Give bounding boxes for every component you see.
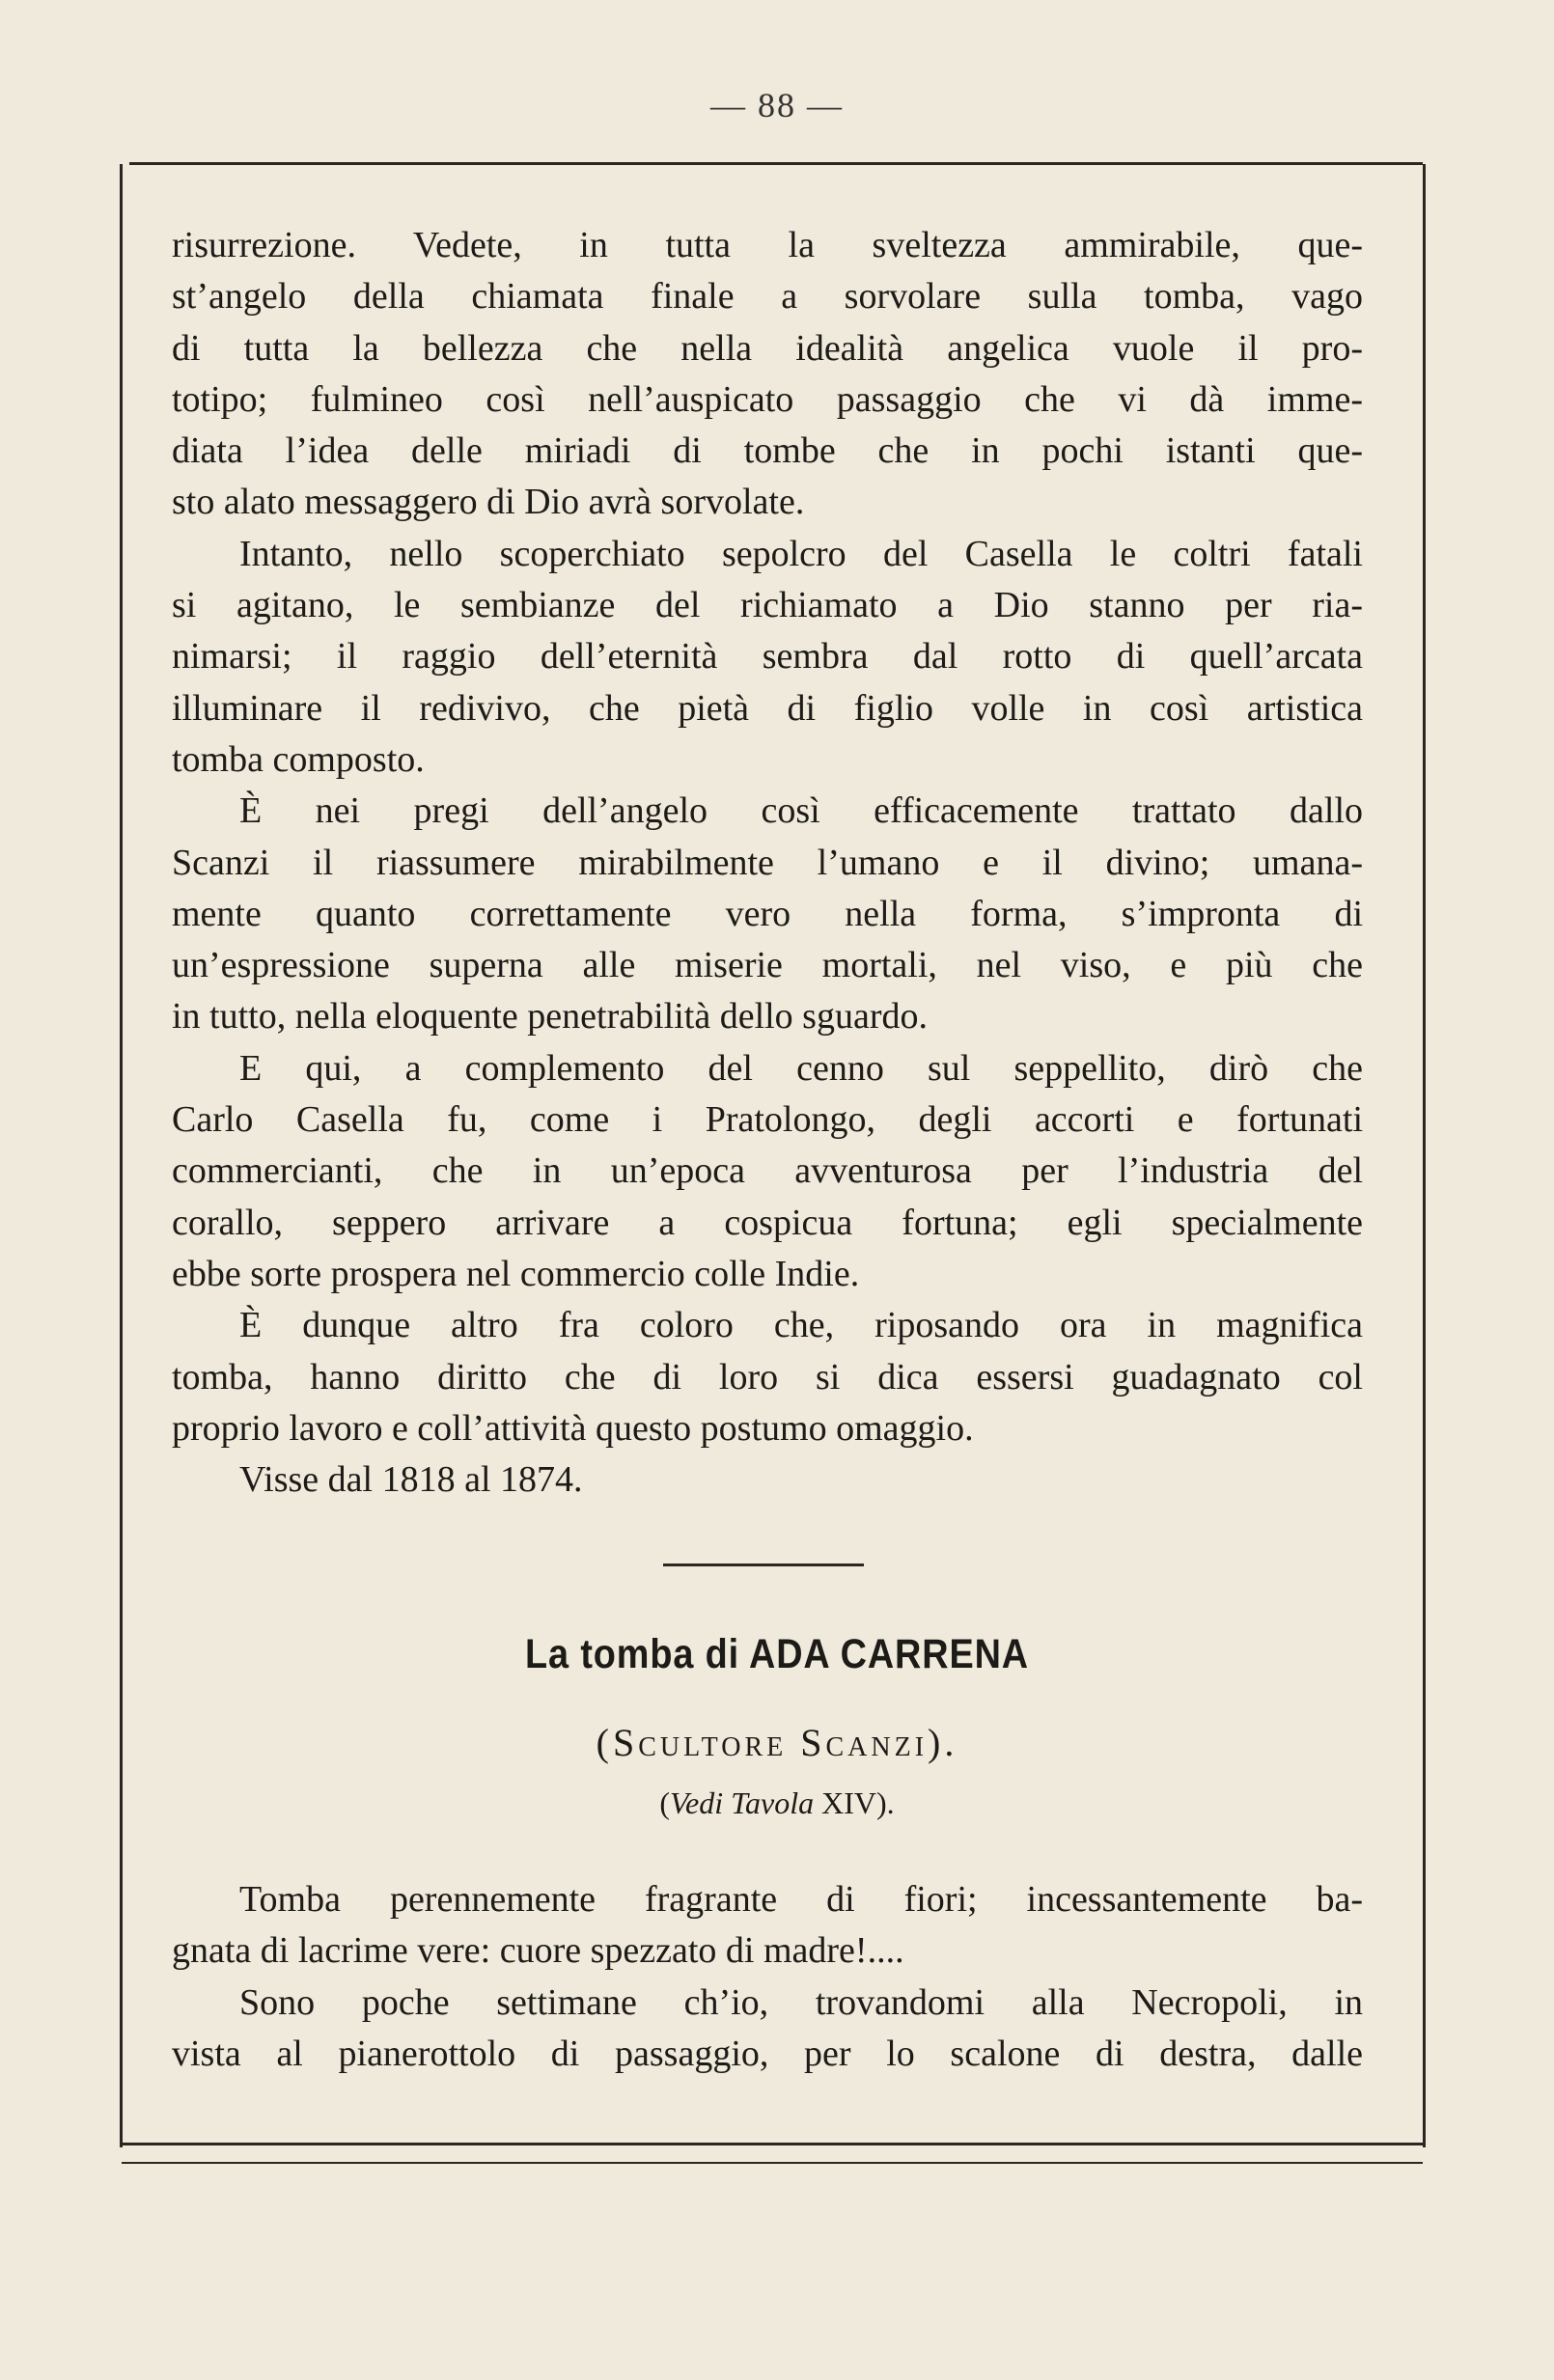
text-line: vista al pianerottolo di passaggio, per lo scalone di destra, dalle [172,2033,1363,2074]
text-line: di tutta la bellezza che nella idealità angelica vuole il pro- [172,327,1363,369]
text-line: Intanto, nello scoperchiato sepolcro del Casella le coltri fatali [239,533,1363,574]
top-text-block [172,220,1363,1506]
text-line: mente quanto correttamente vero nella forma, s’impronta di [172,893,1363,934]
text-line: E qui, a complemento del cenno sul seppellito, dirò che [239,1047,1363,1089]
text-line: nimarsi; il raggio dell’eternità sembra dal rotto di quell’arcata [172,636,1363,678]
text-line: ebbe sorte prospera nel commercio colle Indie. [172,1253,860,1294]
text-line: È dunque altro fra coloro che, riposando ora in magnifica [239,1305,1363,1346]
text-line: Visse dal 1818 al 1874. [239,1459,583,1501]
frame-bottom-rule-2 [122,2162,1423,2164]
text-line: È nei pregi dell’angelo così efficacemente trattato dallo [239,790,1363,832]
bottom-text-block [172,1874,1363,2080]
text-line: tomba composto. [172,738,425,780]
text-line: si agitano, le sembianze del richiamato a Dio stanno per ria- [172,585,1363,626]
text-line: illuminare il redivivo, che pietà di figlio volle in così artistica [172,687,1363,729]
text-line: corallo, seppero arrivare a cospicua fortuna; egli specialmente [172,1202,1363,1243]
text-line: commercianti, che in un’epoca avventurosa per l’industria del [172,1150,1363,1192]
plate-reference-italic: Vedi Tavola [670,1785,815,1820]
text-line: Scanzi il riassumere mirabilmente l’umano e il divino; umana- [172,842,1363,883]
section-divider [663,1564,864,1566]
plate-reference-number: XIV). [814,1785,895,1820]
text-line: un’espressione superna alle miserie mortali, nel viso, e più che [172,945,1363,986]
text-line: risurrezione. Vedete, in tutta la sveltezza ammirabile, que- [172,225,1363,265]
sculptor-credit: (Scultore Scanzi). [596,1721,958,1764]
text-line: sto alato messaggero di Dio avrà sorvolate. [172,482,805,523]
section-title: La tomba di ADA CARRENA [525,1631,1029,1677]
text-line: Sono poche settimane ch’io, trovandomi alla Necropoli, in [239,1981,1363,2023]
text-line: totipo; fulmineo così nell’auspicato passaggio che vi dà imme- [172,378,1363,420]
text-line: st’angelo della chiamata finale a sorvolare sulla tomba, vago [172,276,1363,318]
page-number: — 88 — [710,86,844,125]
text-line: diata l’idea delle miriadi di tombe che in pochi istanti que- [172,430,1363,472]
frame-bottom-rule [122,2143,1423,2145]
plate-reference [0,1785,1554,1821]
text-line: tomba, hanno diritto che di loro si dica essersi guadagnato col [172,1356,1363,1398]
plate-reference-open: ( [659,1785,671,1820]
text-line: Carlo Casella fu, come i Pratolongo, degli accorti e fortunati [172,1099,1363,1141]
text-line: proprio lavoro e coll’attività questo postumo omaggio. [172,1407,974,1449]
text-line: in tutto, nella eloquente penetrabilità dello sguardo. [172,996,928,1038]
text-line: gnata di lacrime vere: cuore spezzato di madre!.... [172,1930,904,1972]
text-line: Tomba perennemente fragrante di fiori; incessantemente ba- [239,1879,1363,1920]
